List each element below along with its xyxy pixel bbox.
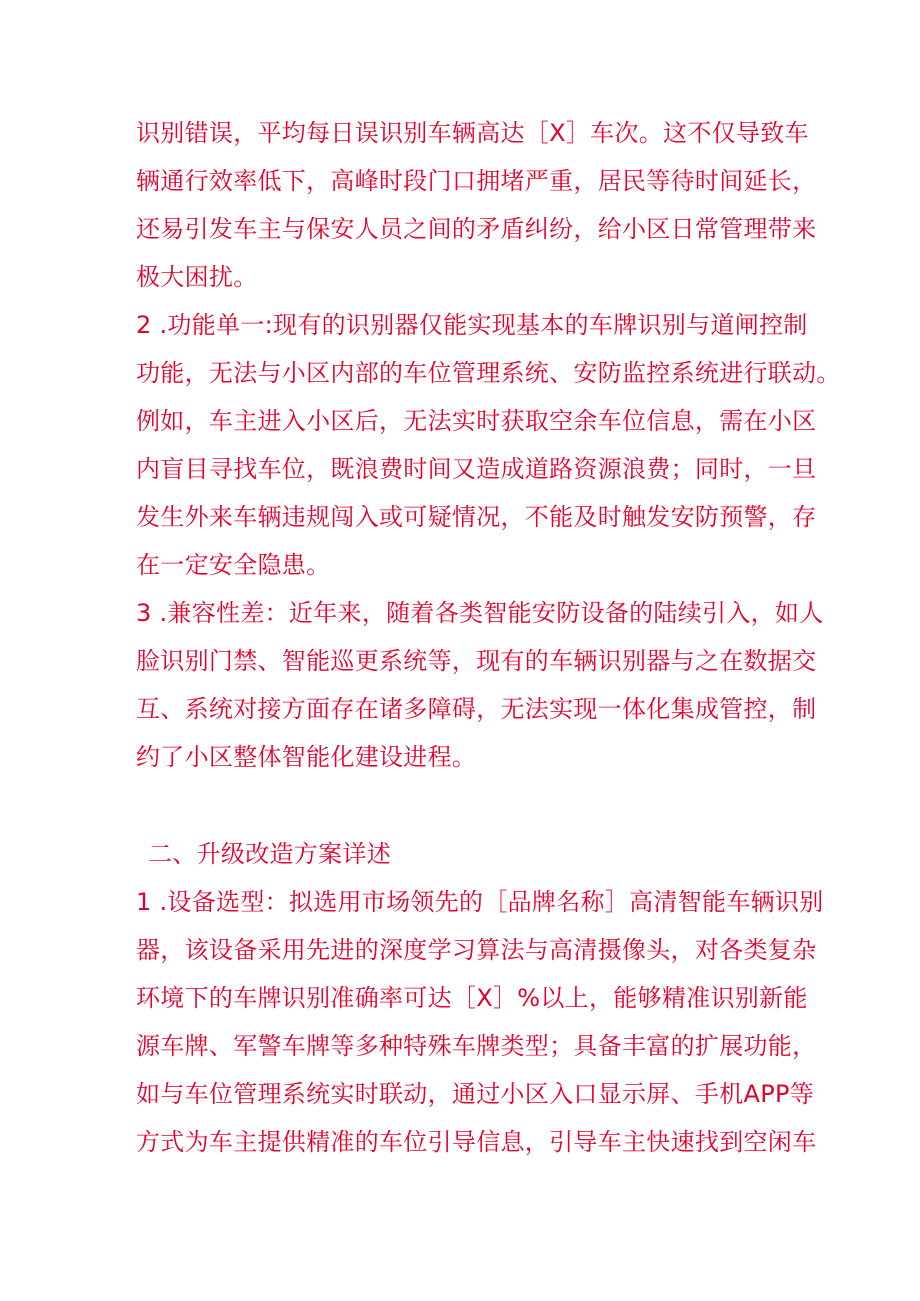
text-line: 3 .兼容性差：近年来，随着各类智能安防设备的陆续引入，如人 [136,599,824,627]
text-line: 功能，无法与小区内部的车位管理系统、安防监控系统进行联动。 [136,359,841,387]
text-line: 在一定安全隐患。 [136,551,331,579]
text-line: 辆通行效率低下，高峰时段门口拥堵严重，居民等待时间延长， [136,167,817,195]
text-line: 内盲目寻找车位，既浪费时间又造成道路资源浪费；同时，一旦 [136,455,817,483]
text-line: 互、系统对接方面存在诸多障碍，无法实现一体化集成管控，制 [136,695,817,723]
text-line: 例如，车主进入小区后，无法实时获取空余车位信息，需在小区 [136,407,817,435]
text-line: 还易引发车主与保安人员之间的矛盾纠纷，给小区日常管理带来 [136,215,817,243]
text-line: 环境下的车牌识别准确率可达［X］%以上，能够精准识别新能 [136,984,808,1012]
text-line: 1 .设备选型：拟选用市场领先的［品牌名称］高清智能车辆识别 [136,888,824,916]
text-line: 识别错误，平均每日误识别车辆高达［X］车次。这不仅导致车 [136,119,809,147]
text-line: 约了小区整体智能化建设进程。 [136,743,477,771]
text-line: 器，该设备采用先进的深度学习算法与高清摄像头，对各类复杂 [136,936,817,964]
text-line: 2 .功能单一:现有的识别器仅能实现基本的车牌识别与道闸控制 [136,311,808,339]
text-line: 源车牌、军警车牌等多种特殊车牌类型；具备丰富的扩展功能， [136,1032,817,1060]
section-heading: 二、升级改造方案详述 [148,840,391,868]
text-line: 极大困扰。 [136,263,258,291]
text-line: 发生外来车辆违规闯入或可疑情况，不能及时触发安防预警，存 [136,503,817,531]
text-line: 方式为车主提供精准的车位引导信息，引导车主快速找到空闲车 [136,1128,817,1156]
text-line: 脸识别门禁、智能巡更系统等，现有的车辆识别器与之在数据交 [136,647,817,675]
text-line: 如与车位管理系统实时联动，通过小区入口显示屏、手机APP等 [136,1080,815,1108]
